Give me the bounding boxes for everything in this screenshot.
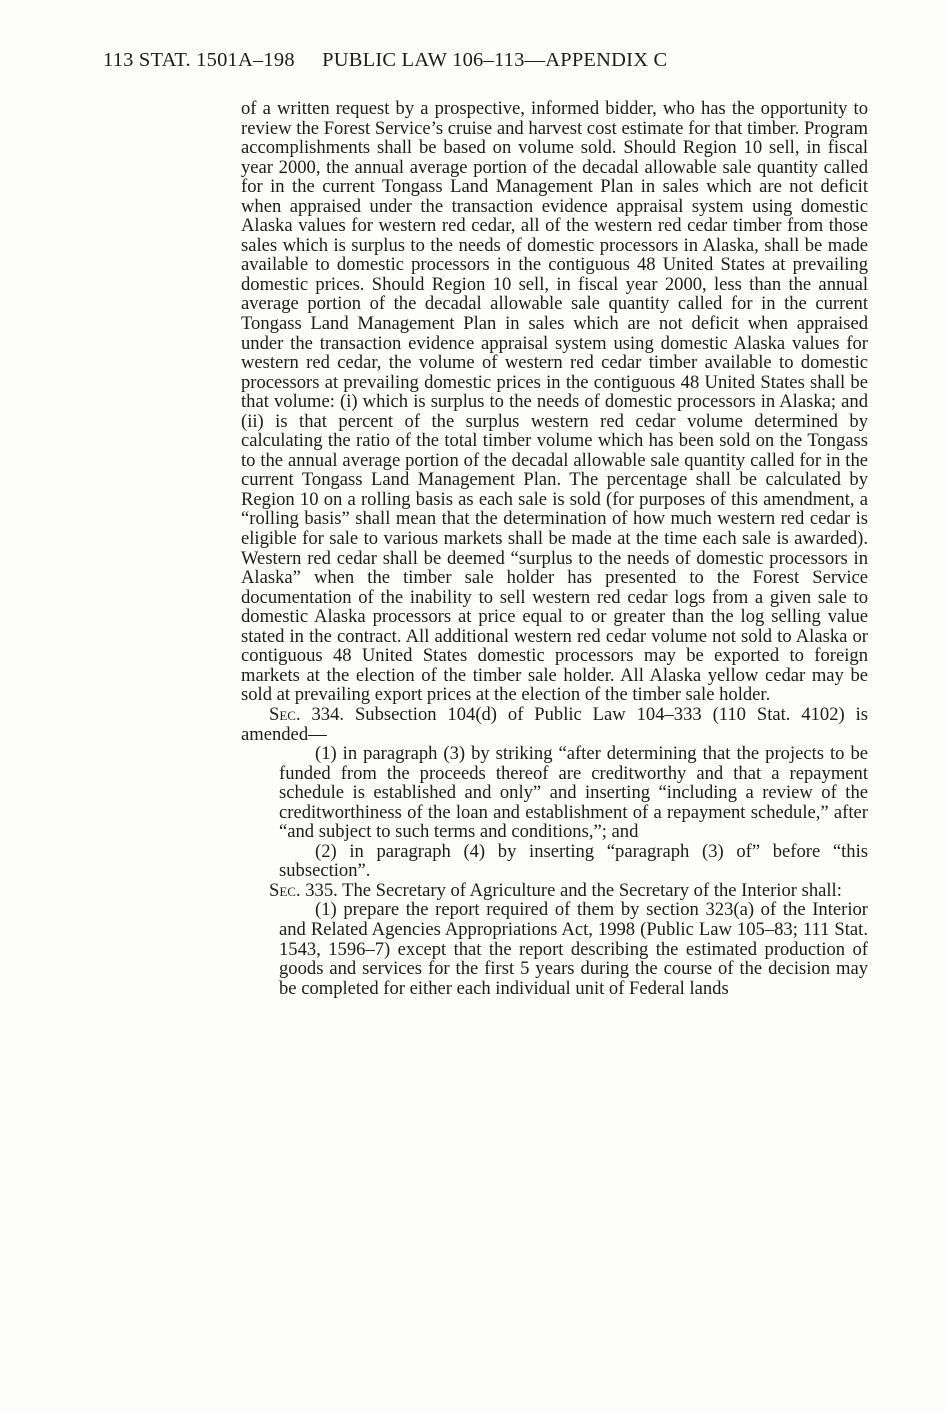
section-334: [241, 705, 868, 744]
section-334-intro: Subsection 104(d) of Public Law 104–333 (110 Stat. 4102) is amended—: [241, 703, 869, 745]
section-335-intro: The Secretary of Agriculture and the Secretary of the Interior shall:: [337, 879, 842, 901]
section-334-item-1: (1) in paragraph (3) by striking “after determining that the projects to be funded from the proceeds thereof are creditworthy and that a repayment schedule is established and only” and inserting “including a review of the creditworthiness of the loan and establishment of a repayment schedule,” after “and subject to such terms and conditions,”; and: [279, 743, 868, 843]
running-header: [103, 49, 667, 72]
section-334-item-2: (2) in paragraph (4) by inserting “paragraph (3) of” before “this subsection”.: [279, 840, 868, 882]
continuation-paragraph: of a written request by a prospective, informed bidder, who has the opportunity to review the Forest Service’s cruise and harvest cost estimate for that timber. Program accomplishments shall be based on volume sold. Should Region 10 sell, in fiscal year 2000, the annual average portion of the decadal allowable sale quantity called for in the current Tongass Land Management Plan in sales which are not deficit when appraised under the transaction evidence appraisal system using domestic Alaska values for western red cedar, all of the western red cedar timber from those sales which is surplus to the needs of domestic processors in Alaska, shall be made available to domestic processors in the contiguous 48 United States at prevailing domestic prices. Should Region 10 sell, in fiscal year 2000, less than the annual average portion of the decadal allowable sale quantity called for in the current Tongass Land Management Plan in sales which are not deficit when appraised under the transaction evidence appraisal system using domestic Alaska values for western red cedar, the volume of western red cedar timber available to domestic processors at prevailing domestic prices in the contiguous 48 United States shall be that volume: (i) which is surplus to the needs of domestic processors in Alaska; and (ii) is that percent of the surplus western red cedar volume determined by calculating the ratio of the total timber volume which has been sold on the Tongass to the annual average portion of the decadal allowable sale quantity called for in the current Tongass Land Management Plan. The percentage shall be calculated by Region 10 on a rolling basis as each sale is sold (for purposes of this amendment, a “rolling basis” shall mean that the determination of how much western red cedar is eligible for sale to various markets shall be made at the time each sale is awarded). Western red cedar shall be deemed “surplus to the needs of domestic processors in Alaska” when the timber sale holder has presented to the Forest Service documentation of the inability to sell western red cedar logs from a given sale to domestic Alaska processors at price equal to or greater than the log selling value stated in the contract. All additional western red cedar volume not sold to Alaska or contiguous 48 United States domestic processors may be exported to foreign markets at the election of the timber sale holder. All Alaska yellow cedar may be sold at prevailing export prices at the election of the timber sale holder.: [241, 98, 868, 706]
section-335-item-1: (1) prepare the report required of them by section 323(a) of the Interior and Related Agencies Appropriations Act, 1998 (Public Law 105–83; 111 Stat. 1543, 1596–7) except that the report describing the estimated production of goods and services for the first 5 years during the course of the decision may be completed for either each individual unit of Federal lands: [279, 899, 868, 999]
section-335: [241, 881, 868, 901]
body-text: [241, 99, 868, 998]
statute-citation: 113 STAT. 1501A–198: [103, 49, 295, 71]
law-title: PUBLIC LAW 106–113—APPENDIX C: [322, 49, 668, 71]
section-334-label: Sec. 334.: [269, 703, 345, 725]
section-335-label: Sec. 335.: [269, 879, 338, 901]
